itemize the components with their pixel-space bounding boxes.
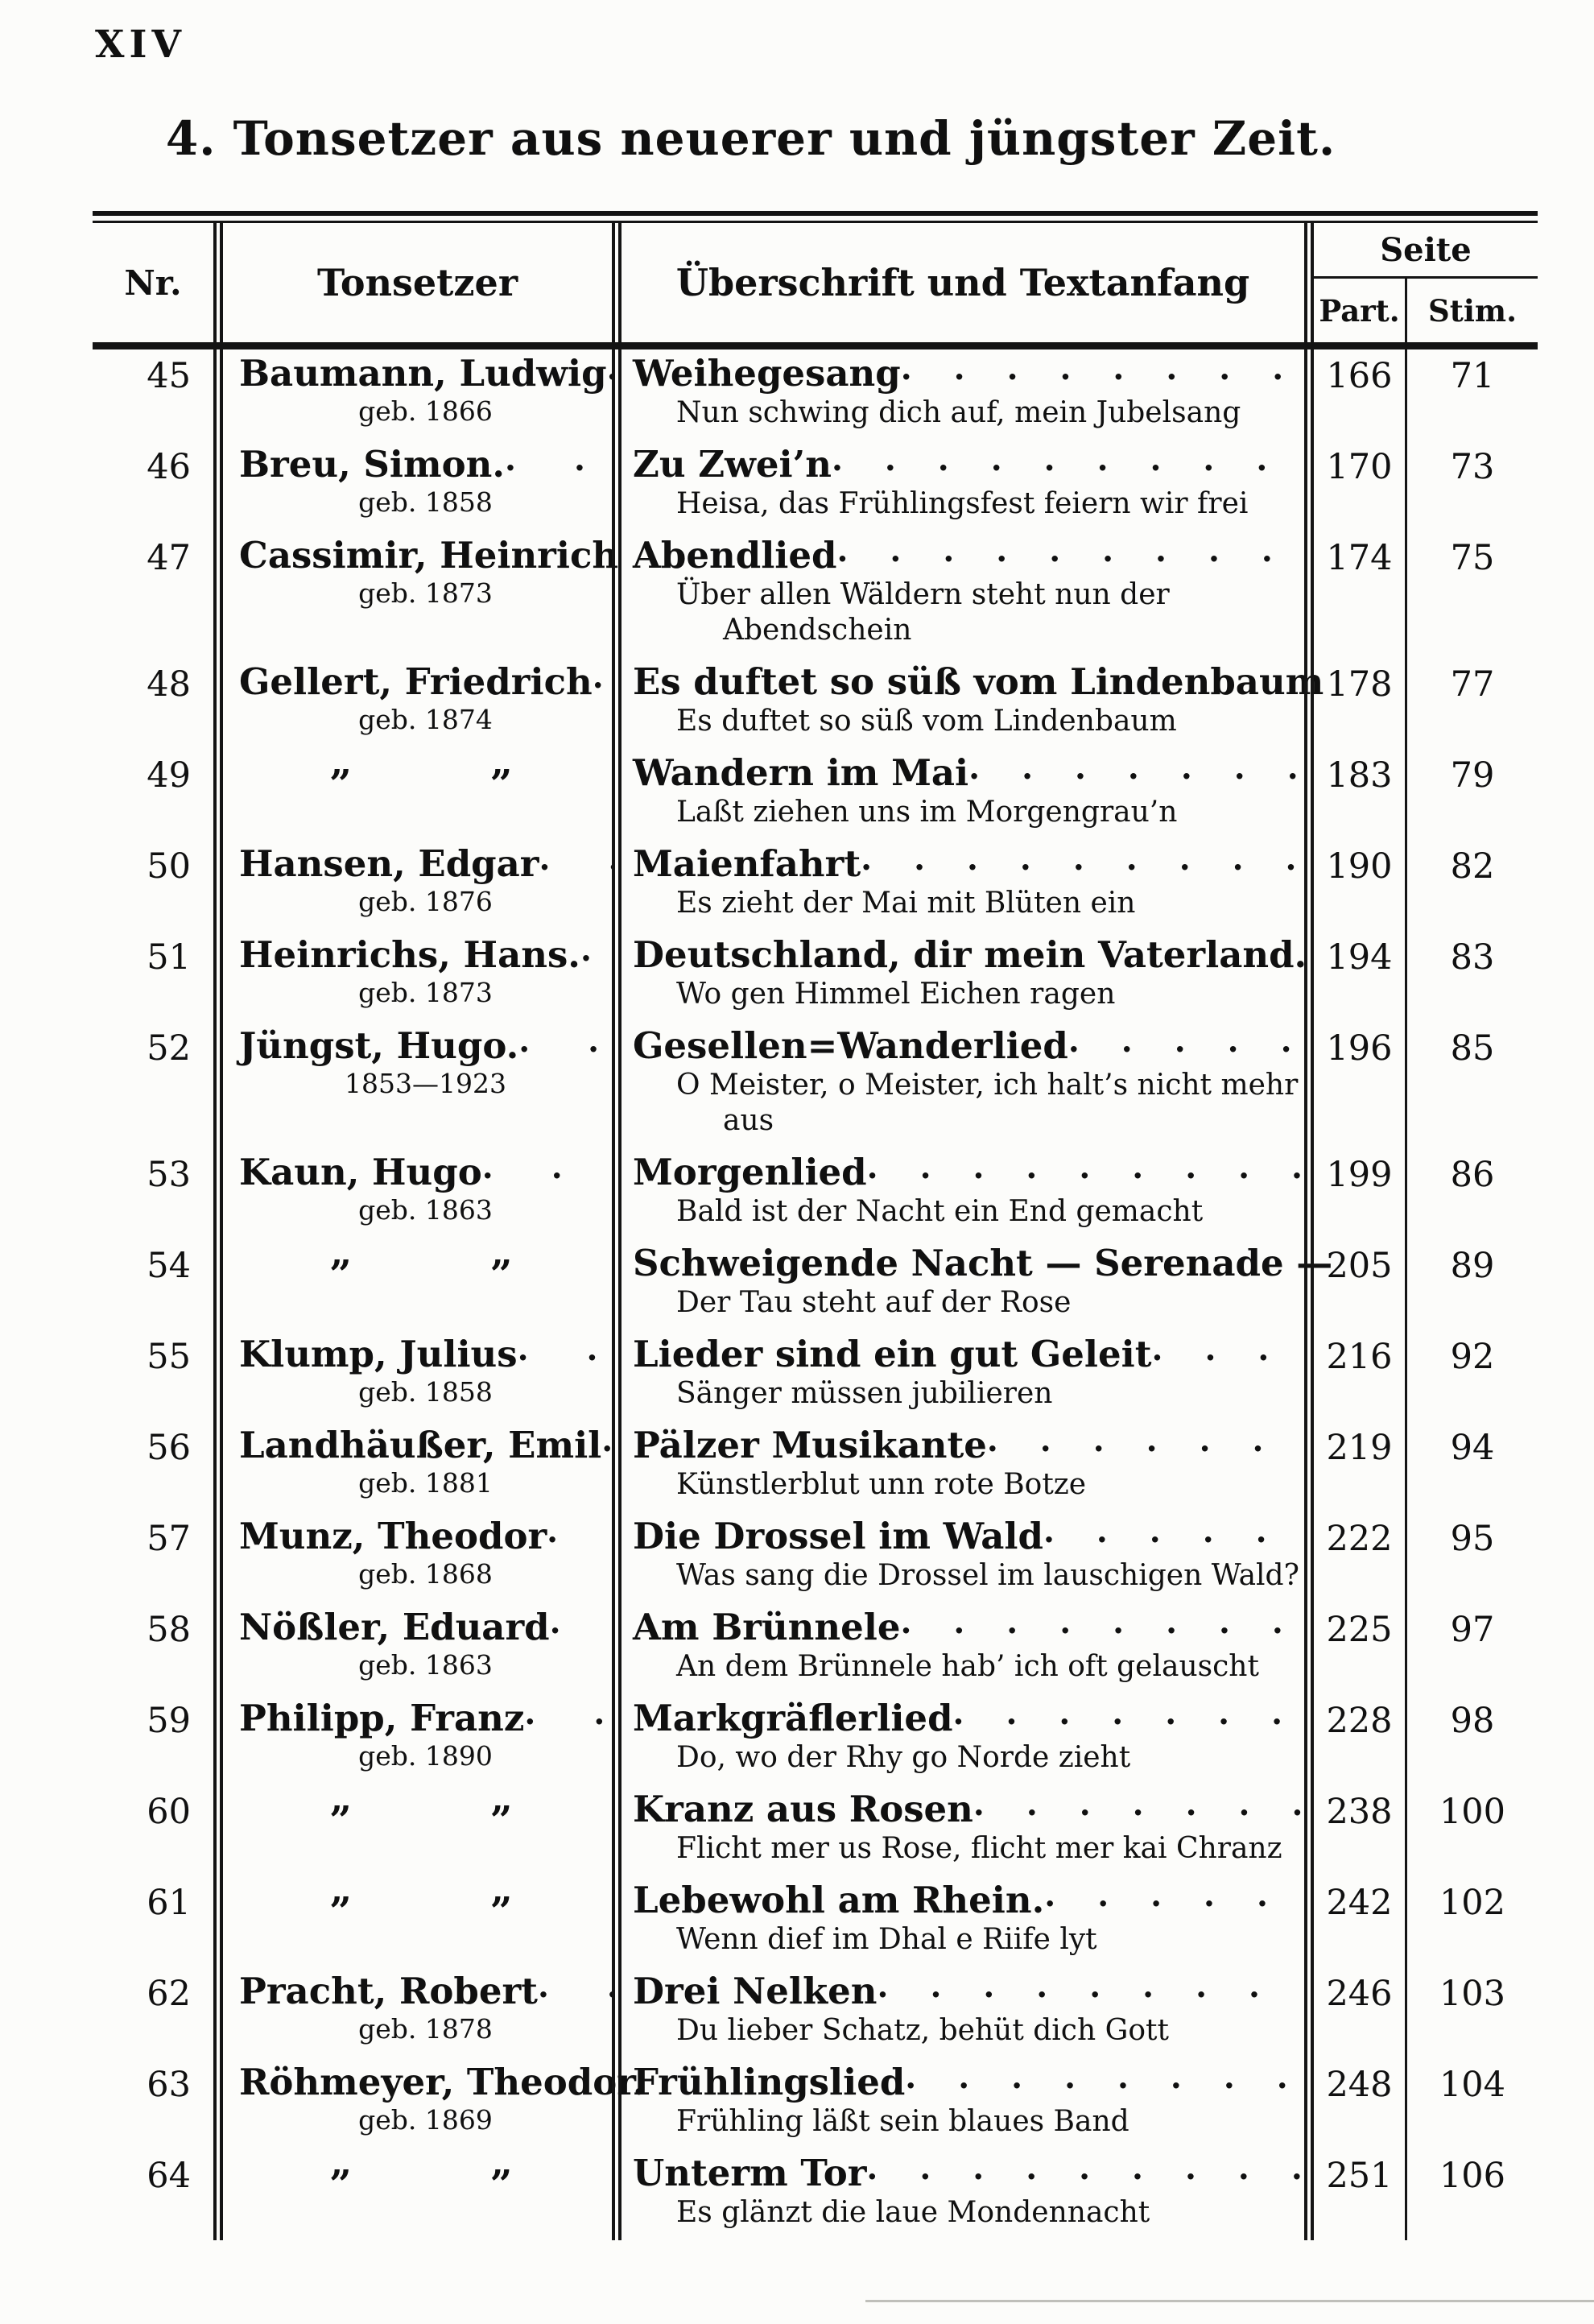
composer-cell	[213, 1330, 612, 1421]
song-title: Weihegesang	[633, 352, 901, 395]
part-page: 248	[1304, 2058, 1405, 2149]
song-cell	[612, 1967, 1304, 2058]
ditto-mark: ”	[489, 762, 513, 807]
song-title-line	[633, 658, 1324, 704]
ditto-mark: ”	[489, 1798, 513, 1843]
song-incipit: Über allen Wäldern steht nun der Abendschein	[676, 578, 1170, 647]
header-part: Part.	[1319, 292, 1400, 329]
song-incipit: Frühling läßt sein blaues Band	[676, 2105, 1129, 2138]
stim-page: 85	[1405, 1022, 1538, 1148]
composer-name: Nößler, Eduard	[239, 1606, 550, 1648]
composer-name-line	[239, 931, 612, 977]
part-page: 205	[1304, 1239, 1405, 1330]
part-page: 199	[1304, 1148, 1405, 1239]
part-page: 178	[1304, 658, 1405, 749]
composer-name-line	[239, 1148, 612, 1194]
composer-dates: geb. 1878	[358, 2013, 493, 2045]
composer-name-line	[239, 1967, 612, 2013]
song-cell	[612, 440, 1304, 531]
stim-page: 95	[1405, 1512, 1538, 1603]
song-title-line	[633, 2058, 1304, 2104]
header-composer: Tonsetzer	[213, 223, 612, 342]
song-cell	[612, 1876, 1304, 1967]
dotted-leader	[901, 349, 1304, 387]
composer-name-line	[239, 1694, 612, 1740]
composer-name-line	[239, 349, 612, 395]
ditto-mark: ”	[489, 2162, 513, 2207]
ditto-mark: ”	[329, 762, 352, 807]
stim-page: 97	[1405, 1603, 1538, 1694]
row-number: 46	[147, 447, 191, 487]
composer-cell	[213, 1785, 612, 1876]
stim-page: 98	[1405, 1694, 1538, 1785]
row-number: 62	[147, 1974, 191, 2014]
song-cell	[612, 349, 1304, 440]
song-title-line	[633, 440, 1304, 486]
song-incipit: Du lieber Schatz, behüt dich Gott	[676, 2014, 1169, 2047]
row-number: 47	[147, 538, 191, 578]
composer-name: Röhmeyer, Theodor.	[239, 2061, 646, 2103]
composer-name-line	[239, 840, 612, 886]
composer-cell	[213, 840, 612, 931]
composer-name: Klump, Julius	[239, 1333, 518, 1375]
composer-cell	[213, 349, 612, 440]
song-cell	[612, 1148, 1304, 1239]
song-title: Markgräflerlied	[633, 1697, 953, 1739]
song-title-line	[633, 1512, 1304, 1558]
part-page: 216	[1304, 1330, 1405, 1421]
row-number: 45	[147, 356, 191, 396]
composer-name: Philipp, Franz	[239, 1697, 525, 1739]
bottom-scan-line	[865, 2300, 1594, 2302]
composer-dates: geb. 1874	[358, 704, 493, 735]
composer-name: Munz, Theodor	[239, 1515, 547, 1557]
song-incipit: Bald ist der Nacht ein End gemacht	[676, 1195, 1204, 1228]
song-cell	[612, 1603, 1304, 1694]
song-title: Unterm Tor	[633, 2152, 867, 2194]
composer-dates: geb. 1858	[358, 1376, 493, 1408]
composer-dates: geb. 1858	[358, 486, 493, 518]
song-title: Wandern im Mai	[633, 751, 969, 794]
composer-cell	[213, 1421, 612, 1512]
stim-page: 102	[1405, 1876, 1538, 1967]
song-title: Maienfahrt	[633, 842, 861, 885]
row-number: 55	[147, 1337, 191, 1377]
dotted-leader	[524, 1694, 612, 1732]
ditto-marks	[239, 1252, 612, 1297]
composer-name: Kaun, Hugo	[239, 1151, 482, 1193]
row-number: 59	[147, 1701, 191, 1741]
dotted-leader	[1043, 1512, 1304, 1550]
song-title: Schweigende Nacht — Serenade —	[633, 1242, 1333, 1284]
composer-dates: geb. 1863	[358, 1194, 493, 1226]
header-bottom-rule	[93, 342, 1538, 349]
composer-name: Landhäußer, Emil	[239, 1424, 602, 1466]
song-incipit: Sänger müssen jubilieren	[676, 1377, 1053, 1410]
song-title-line	[633, 1603, 1304, 1649]
song-cell	[612, 531, 1304, 658]
composer-dates: geb. 1873	[358, 577, 493, 609]
song-cell	[612, 658, 1324, 749]
dotted-leader	[482, 1148, 612, 1186]
composer-cell	[213, 1603, 612, 1694]
composer-name: Breu, Simon.	[239, 443, 506, 486]
header-song: Überschrift und Textanfang	[612, 223, 1304, 342]
song-title-line	[633, 531, 1304, 577]
song-cell	[612, 1694, 1304, 1785]
song-title-line	[633, 1239, 1333, 1285]
song-incipit: O Meister, o Meister, ich halt’s nicht mehr aus	[676, 1069, 1299, 1137]
dotted-leader	[905, 2058, 1304, 2096]
composer-dates: geb. 1881	[358, 1467, 493, 1499]
dotted-leader	[836, 531, 1304, 569]
composer-name: Jüngst, Hugo.	[239, 1024, 519, 1067]
composer-name-line	[239, 1022, 612, 1068]
song-incipit: Flicht mer us Rose, flicht mer kai Chranz	[676, 1832, 1282, 1865]
row-number: 53	[147, 1155, 191, 1195]
row-number: 52	[147, 1028, 191, 1069]
dotted-leader	[900, 1603, 1304, 1641]
ditto-mark: ”	[489, 1889, 513, 1934]
song-title-line	[633, 931, 1307, 977]
dotted-leader	[550, 1603, 612, 1641]
part-page: 219	[1304, 1421, 1405, 1512]
part-page: 174	[1304, 531, 1405, 658]
composer-cell	[213, 1694, 612, 1785]
part-page: 238	[1304, 1785, 1405, 1876]
row-number: 56	[147, 1428, 191, 1468]
song-incipit: An dem Brünnele hab’ ich oft gelauscht	[676, 1650, 1259, 1683]
song-title-line	[633, 1148, 1304, 1194]
part-page: 246	[1304, 1967, 1405, 2058]
composer-cell	[213, 931, 612, 1022]
song-incipit: Der Tau steht auf der Rose	[676, 1286, 1072, 1319]
row-number: 49	[147, 755, 191, 796]
song-title-line	[633, 1330, 1304, 1376]
song-title-line	[633, 349, 1304, 395]
part-page: 196	[1304, 1022, 1405, 1148]
stim-page: 103	[1405, 1967, 1538, 2058]
composer-dates: geb. 1869	[358, 2104, 493, 2136]
composer-cell	[213, 749, 612, 840]
song-title: Es duftet so süß vom Lindenbaum	[633, 660, 1324, 703]
stim-page: 83	[1405, 931, 1538, 1022]
song-title: Kranz aus Rosen	[633, 1788, 973, 1830]
dotted-leader	[973, 1785, 1304, 1823]
composer-dates: 1853—1923	[345, 1068, 506, 1099]
song-title: Morgenlied	[633, 1151, 867, 1193]
part-page: 170	[1304, 440, 1405, 531]
section-title: 4. Tonsetzer aus neuerer und jüngster Zeit.	[165, 111, 1336, 166]
stim-page: 86	[1405, 1148, 1538, 1239]
composer-name-line	[239, 1421, 612, 1467]
song-title-line	[633, 1785, 1304, 1831]
composer-cell	[213, 1022, 612, 1148]
dotted-leader	[505, 440, 612, 478]
song-title: Deutschland, dir mein Vaterland.	[633, 933, 1307, 976]
row-number: 50	[147, 846, 191, 887]
row-number: 54	[147, 1246, 191, 1286]
song-title: Drei Nelken	[633, 1970, 878, 2012]
song-title-line	[633, 840, 1304, 886]
song-cell	[612, 1785, 1304, 1876]
dotted-leader	[1044, 1876, 1304, 1914]
stim-page: 106	[1405, 2149, 1538, 2240]
dotted-leader	[861, 840, 1304, 878]
dotted-leader	[832, 440, 1304, 478]
song-cell	[612, 931, 1307, 1022]
header-nr: Nr.	[124, 263, 182, 303]
composer-name: Cassimir, Heinrich	[239, 534, 619, 577]
part-page: 242	[1304, 1876, 1405, 1967]
song-title: Abendlied	[633, 534, 837, 577]
index-table	[93, 211, 1538, 2240]
song-title: Lieder sind ein gut Geleit	[633, 1333, 1152, 1375]
song-title: Pälzer Musikante	[633, 1424, 987, 1466]
dotted-leader	[953, 1694, 1304, 1732]
dotted-leader	[593, 658, 612, 696]
song-title: Die Drossel im Wald	[633, 1515, 1043, 1557]
song-title-line	[633, 2149, 1304, 2195]
table-body	[93, 349, 1538, 2240]
dotted-leader	[1068, 1022, 1304, 1060]
composer-cell	[213, 1512, 612, 1603]
part-page: 166	[1304, 349, 1405, 440]
composer-cell	[213, 2149, 612, 2240]
dotted-leader	[866, 2149, 1304, 2187]
stim-page: 92	[1405, 1330, 1538, 1421]
row-number: 57	[147, 1519, 191, 1559]
song-title-line	[633, 1967, 1304, 2013]
song-title: Zu Zwei’n	[633, 443, 832, 486]
song-incipit: Was sang die Drossel im lauschigen Wald?	[676, 1559, 1299, 1592]
composer-name-line	[239, 1512, 612, 1558]
composer-dates: geb. 1868	[358, 1558, 493, 1590]
dotted-leader	[601, 1421, 612, 1459]
dotted-leader	[547, 1512, 612, 1550]
dotted-leader	[518, 1330, 612, 1368]
part-page: 190	[1304, 840, 1405, 931]
part-page: 225	[1304, 1603, 1405, 1694]
song-incipit: Heisa, das Frühlingsfest feiern wir frei	[676, 487, 1249, 520]
song-incipit: Do, wo der Rhy go Norde zieht	[676, 1741, 1131, 1774]
song-incipit: Es duftet so süß vom Lindenbaum	[676, 705, 1177, 738]
song-title-line	[633, 1022, 1304, 1068]
stim-page: 73	[1405, 440, 1538, 531]
part-page: 194	[1304, 931, 1405, 1022]
row-number: 51	[147, 937, 191, 978]
song-cell	[612, 1239, 1333, 1330]
composer-dates: geb. 1876	[358, 886, 493, 917]
header-seite-group	[1304, 223, 1538, 342]
dotted-leader	[1152, 1330, 1304, 1368]
song-cell	[612, 1512, 1304, 1603]
stim-page: 94	[1405, 1421, 1538, 1512]
row-number: 58	[147, 1610, 191, 1650]
row-number: 48	[147, 664, 191, 705]
stim-page: 75	[1405, 531, 1538, 658]
ditto-marks	[239, 2162, 612, 2207]
dotted-leader	[987, 1421, 1304, 1459]
dotted-leader	[538, 1967, 612, 2005]
ditto-mark: ”	[489, 1252, 513, 1297]
dotted-leader	[539, 840, 612, 878]
composer-name-line	[239, 2058, 646, 2104]
stim-page: 100	[1405, 1785, 1538, 1876]
song-title-line	[633, 749, 1304, 795]
composer-cell	[213, 658, 612, 749]
song-incipit: Nun schwing dich auf, mein Jubelsang	[676, 396, 1241, 429]
song-cell	[612, 1022, 1304, 1148]
composer-dates: geb. 1863	[358, 1649, 493, 1681]
stim-page: 77	[1405, 658, 1538, 749]
dotted-leader	[968, 749, 1304, 787]
composer-name: Pracht, Robert	[239, 1970, 538, 2012]
stim-page: 79	[1405, 749, 1538, 840]
song-incipit: Wo gen Himmel Eichen ragen	[676, 978, 1116, 1011]
header-stim: Stim.	[1405, 279, 1538, 342]
song-cell	[612, 840, 1304, 931]
composer-cell	[213, 1876, 612, 1967]
stim-page: 71	[1405, 349, 1538, 440]
song-title-line	[633, 1876, 1304, 1922]
composer-cell	[213, 440, 612, 531]
song-cell	[612, 749, 1304, 840]
composer-cell	[213, 1148, 612, 1239]
stim-page: 89	[1405, 1239, 1538, 1330]
song-incipit: Es zieht der Mai mit Blüten ein	[676, 887, 1136, 920]
row-number: 63	[147, 2065, 191, 2105]
composer-name: Baumann, Ludwig	[239, 352, 607, 395]
composer-cell	[213, 531, 619, 658]
ditto-marks	[239, 762, 612, 807]
composer-cell	[213, 2058, 646, 2149]
ditto-mark: ”	[329, 1798, 352, 1843]
ditto-mark: ”	[329, 1252, 352, 1297]
song-incipit: Künstlerblut unn rote Botze	[676, 1468, 1087, 1501]
song-cell	[612, 2058, 1304, 2149]
composer-dates: geb. 1873	[358, 977, 493, 1008]
table-header	[93, 223, 1538, 342]
song-title: Frühlingslied	[633, 2061, 906, 2103]
ditto-mark: ”	[329, 1889, 352, 1934]
page-number: XIV	[95, 23, 186, 67]
composer-dates: geb. 1866	[358, 395, 493, 427]
stim-page: 82	[1405, 840, 1538, 931]
composer-dates: geb. 1890	[358, 1740, 493, 1772]
composer-name-line	[239, 1603, 612, 1649]
song-title: Gesellen=Wanderlied	[633, 1024, 1068, 1067]
part-page: 222	[1304, 1512, 1405, 1603]
song-title: Lebewohl am Rhein.	[633, 1879, 1045, 1921]
composer-name-line	[239, 1330, 612, 1376]
song-cell	[612, 1330, 1304, 1421]
song-title-line	[633, 1694, 1304, 1740]
song-incipit: Es glänzt die laue Mondennacht	[676, 2196, 1150, 2229]
ditto-mark: ”	[329, 2162, 352, 2207]
composer-name-line	[239, 440, 612, 486]
dotted-leader	[580, 931, 612, 969]
dotted-leader	[867, 1148, 1304, 1186]
part-page: 183	[1304, 749, 1405, 840]
ditto-marks	[239, 1798, 612, 1843]
header-seite: Seite	[1380, 230, 1472, 269]
row-number: 64	[147, 2156, 191, 2196]
composer-name: Heinrichs, Hans.	[239, 933, 580, 976]
composer-name: Hansen, Edgar	[239, 842, 539, 885]
dotted-leader	[878, 1967, 1304, 2005]
composer-cell	[213, 1967, 612, 2058]
ditto-marks	[239, 1889, 612, 1934]
song-incipit: Wenn dief im Dhal e Riife lyt	[676, 1923, 1097, 1956]
composer-name: Gellert, Friedrich	[239, 660, 593, 703]
stim-page: 104	[1405, 2058, 1538, 2149]
song-cell	[612, 1421, 1304, 1512]
part-page: 228	[1304, 1694, 1405, 1785]
composer-name-line	[239, 531, 619, 577]
composer-name-line	[239, 658, 612, 704]
song-title-line	[633, 1421, 1304, 1467]
dotted-leader	[518, 1022, 612, 1060]
row-number: 61	[147, 1883, 191, 1923]
part-page: 251	[1304, 2149, 1405, 2240]
song-incipit: Laßt ziehen uns im Morgengrau’n	[676, 796, 1178, 829]
song-title: Am Brünnele	[633, 1606, 901, 1648]
song-cell	[612, 2149, 1304, 2240]
row-number: 60	[147, 1792, 191, 1832]
composer-cell	[213, 1239, 612, 1330]
